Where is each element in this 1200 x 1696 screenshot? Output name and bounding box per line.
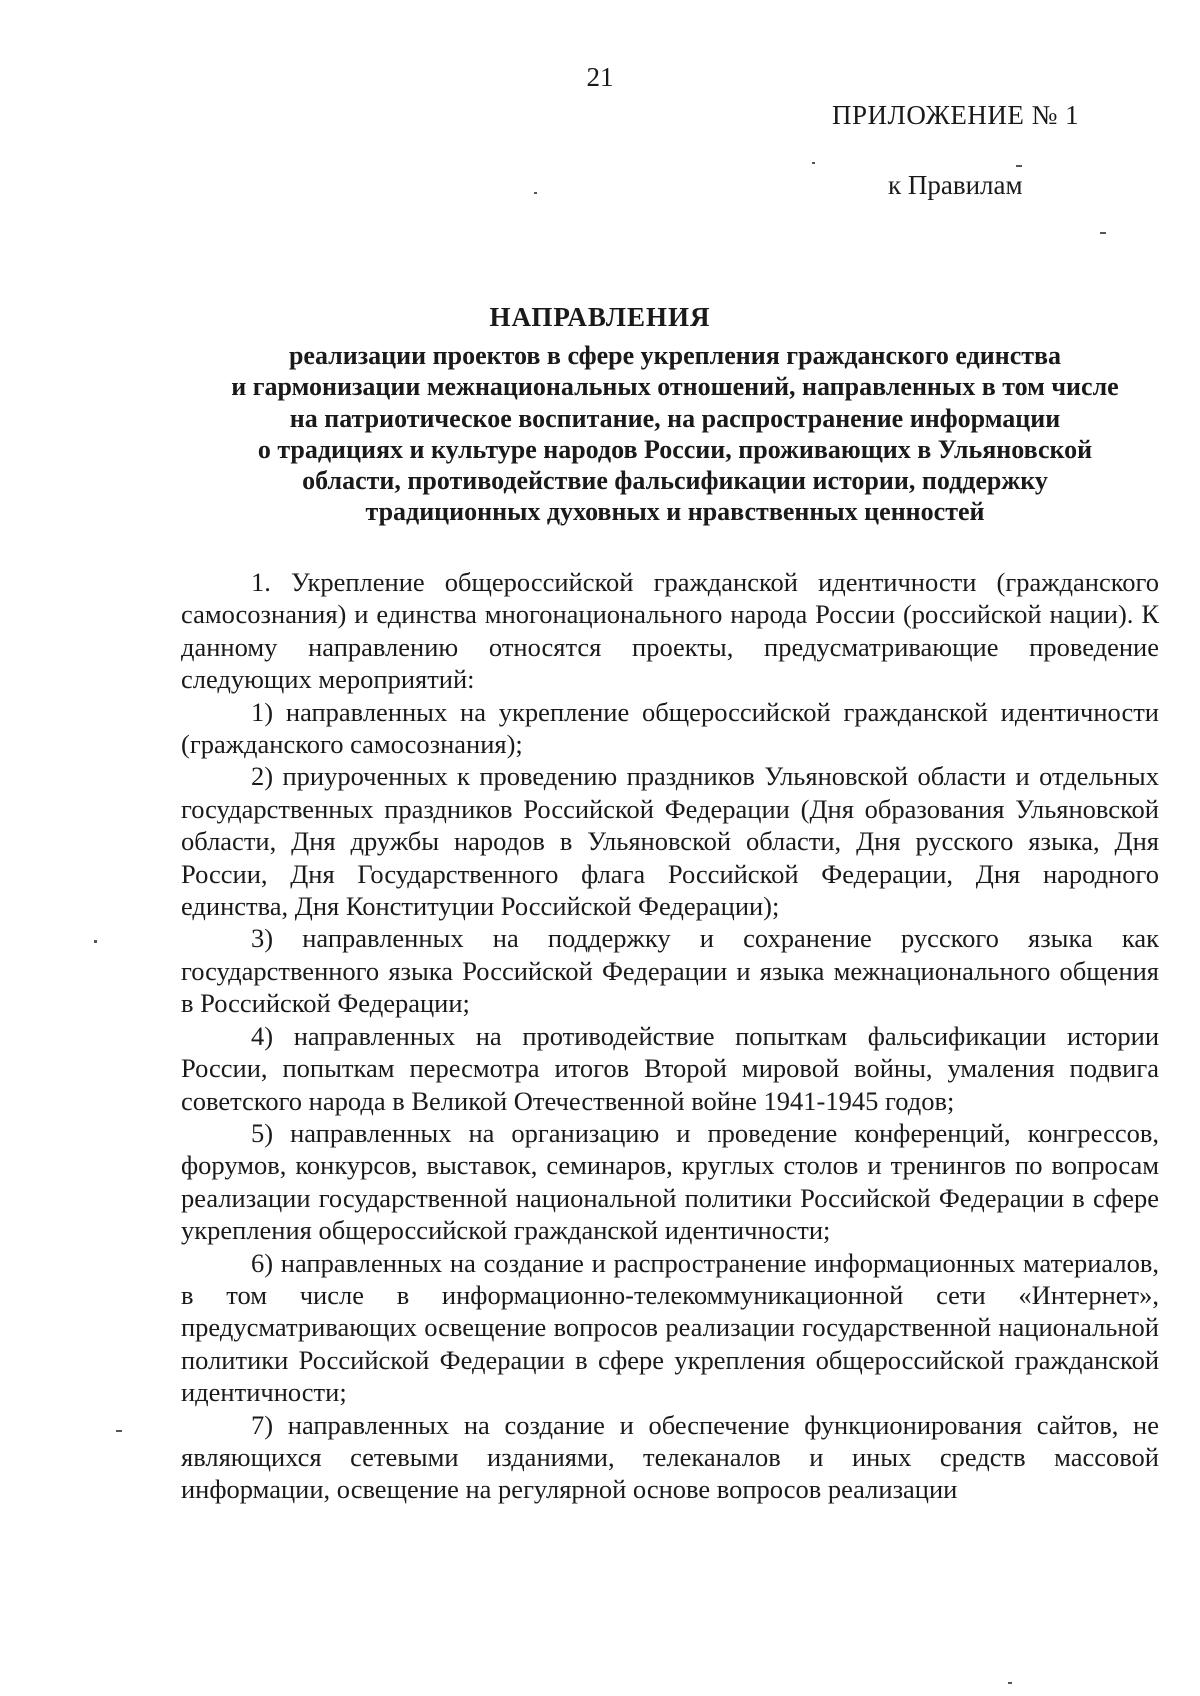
- subtitle-line: реализации проектов в сфере укрепления гражданского единства: [288, 341, 1062, 370]
- appendix-label: ПРИЛОЖЕНИЕ № 1: [832, 100, 1080, 130]
- to-rules-label: к Правилам: [888, 170, 1023, 200]
- page-number: 21: [586, 62, 614, 92]
- scan-speck: [1008, 1682, 1012, 1684]
- subtitle-line: и гармонизации межнациональных отношений, направленных в том числе: [231, 372, 1119, 402]
- list-item: 1) направленных на укрепление общероссийской гражданской идентичности (гражданского самосознания);: [181, 696, 1159, 760]
- list-item: 2) приуроченных к проведению праздников Ульяновской области и отдельных государственных праздников Российской Федерации (Дня образования Ульяновской области, Дня дружбы народов в Ульяновской области, Дня русского языка, Дня России, Дня Государственного флага Российской Федерации, Дня народного единства, Дня Конституции Российской Федерации);: [181, 761, 1159, 922]
- document-body: [181, 566, 1159, 1506]
- scan-speck: [1016, 165, 1022, 167]
- subtitle-line: традиционных духовных и нравственных ценностей: [365, 497, 985, 527]
- list-item: 5) направленных на организацию и проведение конференций, конгрессов, форумов, конкурсов, выставок, семинаров, круглых столов и тренингов по вопросам реализации государственной национальной политики Российской Федерации в сфере укрепления общероссийской гражданской идентичности;: [181, 1117, 1159, 1246]
- subtitle-line: о традициях и культуре народов России, проживающих в Ульяновской: [257, 434, 1093, 464]
- document-title: НАПРАВЛЕНИЯ: [489, 302, 711, 332]
- document-subtitle: [170, 340, 1180, 528]
- scan-speck: [94, 940, 97, 943]
- list-item: 7) направленных на создание и обеспечение функционирования сайтов, не являющихся сетевыми изданиями, телеканалов и иных средств массовой информации, освещение на регулярной основе вопросов реализации: [181, 1409, 1159, 1505]
- scan-speck: [534, 192, 537, 194]
- scan-speck: [812, 162, 815, 164]
- list-item: 6) направленных на создание и распространение информационных материалов, в том числе в информационно-телекоммуникационной сети «Интернет», предусматривающих освещение вопросов реализации государственной национальной политики Российской Федерации в сфере укрепления общероссийской гражданской идентичности;: [181, 1247, 1159, 1408]
- subtitle-line: области, противодействие фальсификации истории, поддержку: [302, 466, 1048, 496]
- list-item: 3) направленных на поддержку и сохранение русского языка как государственного языка Российской Федерации и языка межнационального общения в Российской Федерации;: [181, 923, 1159, 1019]
- subtitle-line: на патриотическое воспитание, на распространение информации: [289, 403, 1061, 433]
- list-item: 4) направленных на противодействие попыткам фальсификации истории России, попыткам пересмотра итогов Второй мировой войны, умаления подвига советского народа в Великой Отечественной войне 1941-1945 годов;: [181, 1020, 1159, 1116]
- intro-paragraph: 1. Укрепление общероссийской гражданской идентичности (гражданского самосознания) и единства многонационального народа России (российской нации). К данному направлению относятся проекты, предусматривающие проведение следующих мероприятий:: [181, 567, 1159, 695]
- scan-speck: [116, 1430, 122, 1432]
- scan-speck: [1100, 232, 1106, 234]
